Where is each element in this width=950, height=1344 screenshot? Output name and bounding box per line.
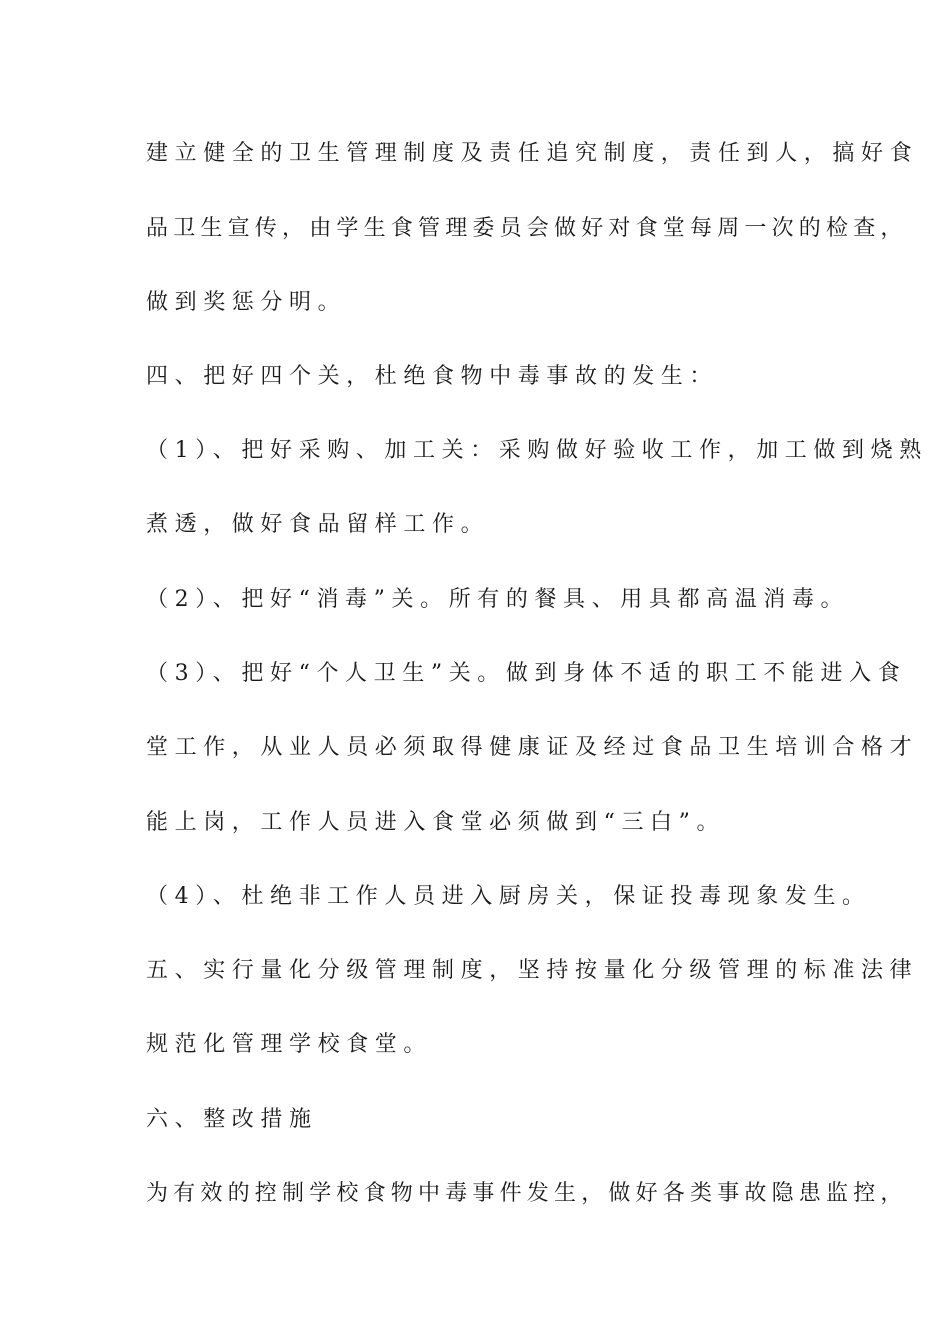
text-line-9: 堂工作，从业人员必须取得健康证及经过食品卫生培训合格才 (146, 735, 919, 760)
text-line-3: 做到奖惩分明。 (146, 290, 347, 315)
text-line-8: （3）、把好“个人卫生”关。做到身体不适的职工不能进入食 (146, 661, 907, 686)
text-line-13: 规范化管理学校食堂。 (146, 1032, 433, 1057)
text-line-1: 建立健全的卫生管理制度及责任追究制度，责任到人，搞好食 (146, 141, 919, 166)
text-line-2: 品卫生宣传，由学生食管理委员会做好对食堂每周一次的检查， (146, 216, 908, 241)
text-line-4: 四、把好四个关，杜绝食物中毒事故的发生： (146, 364, 719, 389)
text-line-6: 煮透，做好食品留样工作。 (146, 512, 490, 537)
text-line-11: （4）、杜绝非工作人员进入厨房关，保证投毒现象发生。 (146, 884, 871, 909)
text-line-15: 为有效的控制学校食物中毒事件发生，做好各类事故隐患监控， (146, 1181, 908, 1206)
text-line-10: 能上岗，工作人员进入食堂必须做到“三白”。 (146, 810, 726, 835)
text-line-14: 六、整改措施 (146, 1107, 318, 1132)
text-line-5: （1）、把好采购、加工关：采购做好验收工作，加工做到烧熟 (146, 438, 928, 463)
text-line-7: （2）、把好“消毒”关。所有的餐具、用具都高温消毒。 (146, 587, 850, 612)
text-line-12: 五、实行量化分级管理制度，坚持按量化分级管理的标准法律 (146, 958, 919, 983)
